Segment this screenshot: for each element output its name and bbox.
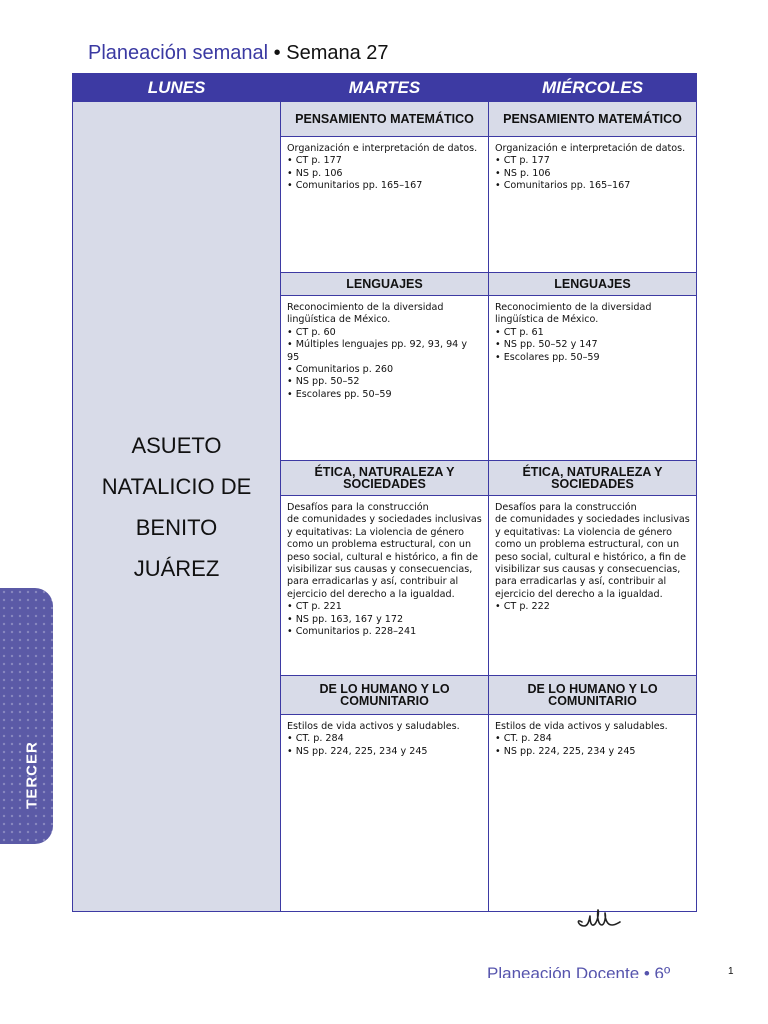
reference-item: • Escolares pp. 50–59 <box>495 352 690 364</box>
subject-header: DE LO HUMANO Y LO COMUNITARIO <box>281 676 488 714</box>
holiday-note <box>102 425 252 589</box>
holiday-line: BENITO <box>135 514 218 540</box>
topic-description: Reconocimiento de la diversidad lingüística de México. <box>287 302 444 326</box>
reference-item: • Múltiples lenguajes pp. 92, 93, 94 y 95 <box>287 339 482 364</box>
subject-header: LENGUAJES <box>281 273 488 295</box>
reference-item: • CT p. 177 <box>287 155 482 167</box>
topic-description: Organización e interpretación de datos. <box>495 143 686 154</box>
tuesday-column <box>281 102 488 911</box>
reference-item: • NS p. 106 <box>495 168 690 180</box>
subject-content <box>281 715 488 911</box>
holiday-line: JUÁREZ <box>133 555 220 581</box>
reference-item: • Comunitarios pp. 165–167 <box>287 180 482 192</box>
reference-item: • CT p. 177 <box>495 155 690 167</box>
day-header-wednesday: MIÉRCOLES <box>489 74 696 101</box>
subject-content <box>489 137 696 272</box>
reference-item: • NS pp. 224, 225, 234 y 245 <box>495 746 690 758</box>
day-header-monday: LUNES <box>73 74 280 101</box>
reference-item: • CT p. 222 <box>495 601 690 613</box>
day-header-tuesday: MARTES <box>281 74 488 101</box>
subject-content <box>281 137 488 272</box>
signature-mark <box>574 904 634 932</box>
reference-item: • NS pp. 224, 225, 234 y 245 <box>287 746 482 758</box>
reference-item: • Comunitarios pp. 165–167 <box>495 180 690 192</box>
reference-item: • CT p. 221 <box>287 601 482 613</box>
reference-item: • CT p. 60 <box>287 327 482 339</box>
reference-item: • NS pp. 50–52 y 147 <box>495 339 690 351</box>
page-title-series: Planeación semanal <box>88 42 269 64</box>
monday-holiday-cell <box>73 102 280 911</box>
reference-item: • NS pp. 50–52 <box>287 376 482 388</box>
weekly-plan-table <box>72 73 697 912</box>
topic-description: Estilos de vida activos y saludables. <box>495 721 668 732</box>
reference-item: • CT. p. 284 <box>495 733 690 745</box>
subject-content <box>489 496 696 675</box>
subject-header: ÉTICA, NATURALEZA Y SOCIEDADES <box>489 461 696 495</box>
reference-item: • NS pp. 163, 167 y 172 <box>287 614 482 626</box>
reference-item: • Comunitarios p. 228–241 <box>287 626 482 638</box>
reference-item: • CT. p. 284 <box>287 733 482 745</box>
subject-header: PENSAMIENTO MATEMÁTICO <box>281 102 488 136</box>
holiday-line: NATALICIO DE <box>101 473 252 499</box>
subject-header: LENGUAJES <box>489 273 696 295</box>
topic-description: Estilos de vida activos y saludables. <box>287 721 460 732</box>
subject-content <box>281 496 488 675</box>
topic-description: Reconocimiento de la diversidad lingüística de México. <box>495 302 652 326</box>
wednesday-column <box>489 102 696 911</box>
topic-description: Desafíos para la construcción de comunidades y sociedades inclusivas y equitativas: La violencia de género como un problema estructural, con un peso social, cultural e histórico, a fin de visibilizar sus causas y consecuencias, para erradicarlas y así, contribuir al ejercicio del derecho a la igualdad. <box>495 502 690 600</box>
footer-title: Planeación Docente • 6º <box>487 964 671 978</box>
page-title <box>88 41 389 65</box>
holiday-line: ASUETO <box>131 432 222 458</box>
page-title-week: • Semana 27 <box>268 42 389 64</box>
subject-content <box>489 296 696 460</box>
subject-header: ÉTICA, NATURALEZA Y SOCIEDADES <box>281 461 488 495</box>
topic-description: Desafíos para la construcción de comunidades y sociedades inclusivas y equitativas: La violencia de género como un problema estructural, con un peso social, cultural e histórico, a fin de visibilizar sus causas y consecuencias, para erradicarlas y así, contribuir al ejercicio del derecho a la igualdad. <box>287 502 482 600</box>
reference-item: • NS p. 106 <box>287 168 482 180</box>
reference-item: • Comunitarios p. 260 <box>287 364 482 376</box>
subject-content <box>281 296 488 460</box>
topic-description: Organización e interpretación de datos. <box>287 143 478 154</box>
subject-header: PENSAMIENTO MATEMÁTICO <box>489 102 696 136</box>
reference-item: • CT p. 61 <box>495 327 690 339</box>
subject-content <box>489 715 696 911</box>
page-number: 1 <box>728 966 734 977</box>
reference-item: • Escolares pp. 50–59 <box>287 389 482 401</box>
subject-header: DE LO HUMANO Y LO COMUNITARIO <box>489 676 696 714</box>
grade-side-tab-label: TERCER <box>23 741 41 809</box>
